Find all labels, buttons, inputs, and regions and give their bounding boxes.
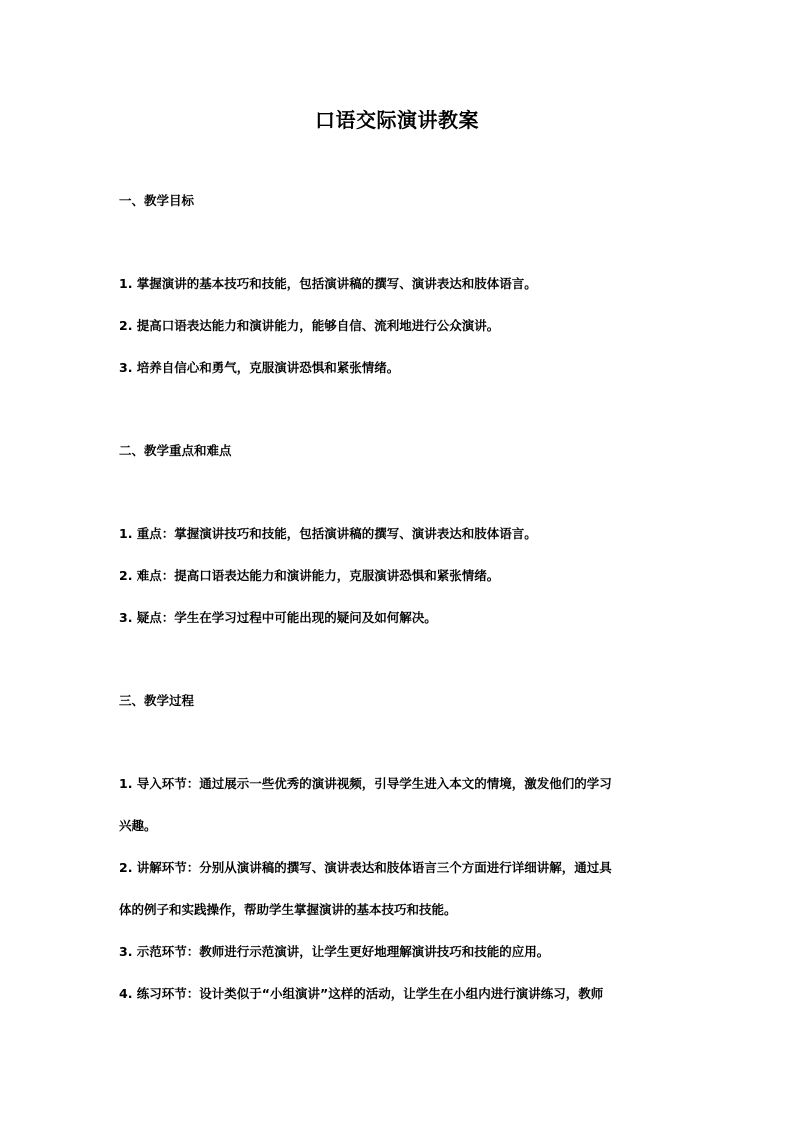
section-heading-key-points: 二、教学重点和难点 (119, 443, 232, 458)
paragraph-line: 3. 疑点：学生在学习过程中可能出现的疑问及如何解决。 (119, 610, 437, 625)
paragraph-line: 兴趣。 (119, 818, 157, 833)
paragraph-line: 3. 示范环节：教师进行示范演讲，让学生更好地理解演讲技巧和技能的应用。 (119, 944, 550, 959)
paragraph-line: 4. 练习环节：设计类似于“小组演讲”这样的活动，让学生在小组内进行演讲练习，教师 (119, 986, 604, 1001)
section-heading-objectives: 一、教学目标 (119, 193, 195, 208)
paragraph-line: 3. 培养自信心和勇气，克服演讲恐惧和紧张情绪。 (119, 360, 400, 375)
paragraph-line: 1. 重点：掌握演讲技巧和技能，包括演讲稿的撰写、演讲表达和肢体语言。 (119, 526, 537, 541)
paragraph-line: 2. 提高口语表达能力和演讲能力，能够自信、流利地进行公众演讲。 (119, 318, 500, 333)
paragraph-line: 1. 掌握演讲的基本技巧和技能，包括演讲稿的撰写、演讲表达和肢体语言。 (119, 276, 537, 291)
paragraph-line: 体的例子和实践操作，帮助学生掌握演讲的基本技巧和技能。 (119, 902, 457, 917)
paragraph-line: 1. 导入环节：通过展示一些优秀的演讲视频，引导学生进入本文的情境，激发他们的学习 (119, 776, 612, 791)
section-heading-process: 三、教学过程 (119, 693, 195, 708)
document-title: 口语交际演讲教案 (315, 108, 479, 132)
paragraph-line: 2. 讲解环节：分别从演讲稿的撰写、演讲表达和肢体语言三个方面进行详细讲解，通过具 (119, 860, 612, 875)
paragraph-line: 2. 难点：提高口语表达能力和演讲能力，克服演讲恐惧和紧张情绪。 (119, 568, 500, 583)
